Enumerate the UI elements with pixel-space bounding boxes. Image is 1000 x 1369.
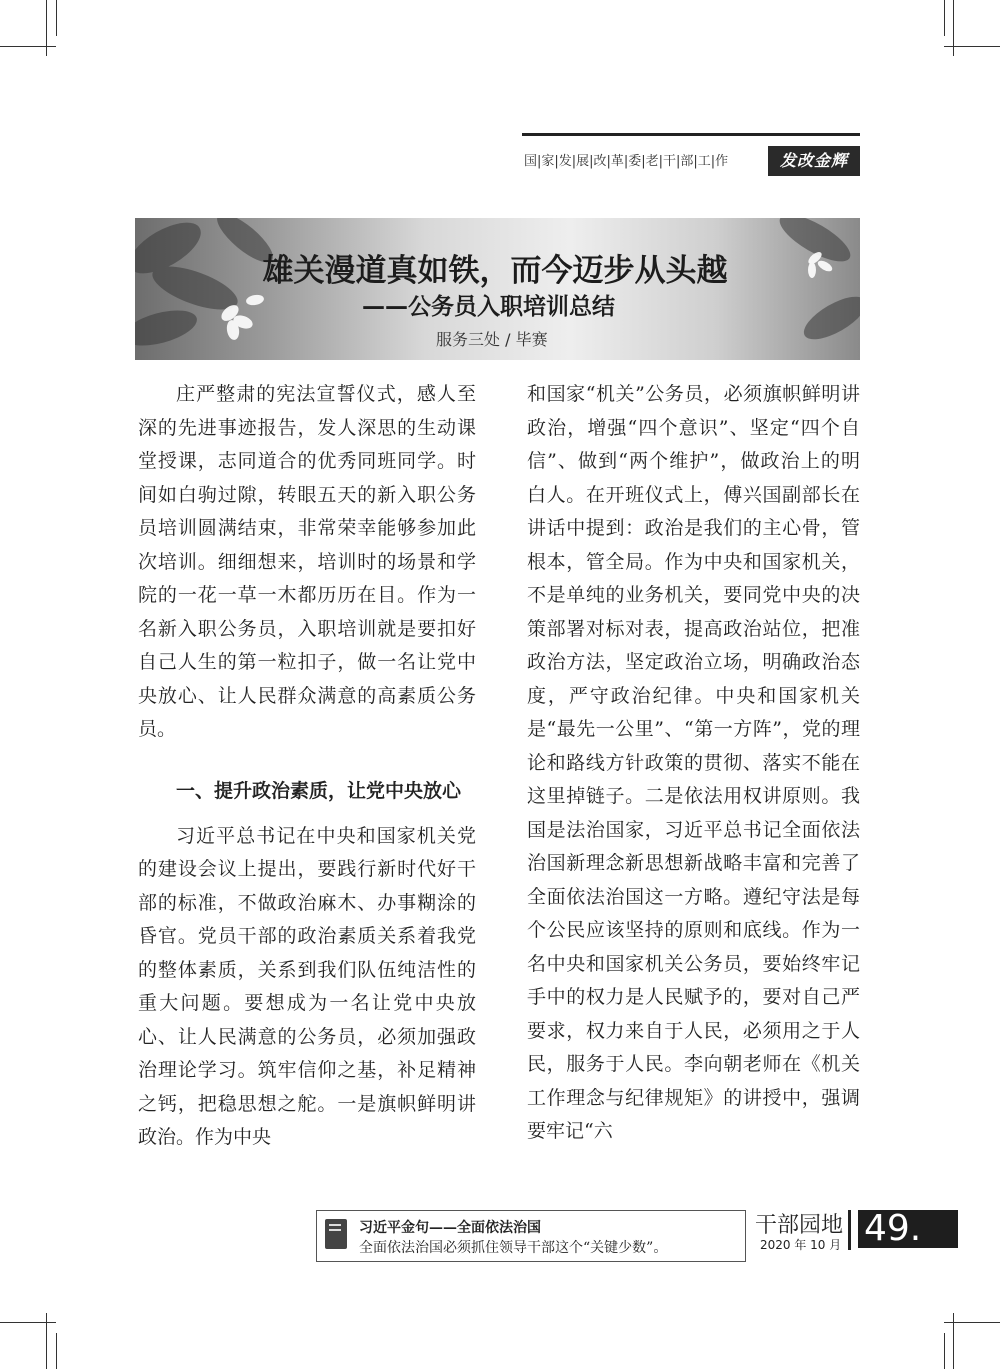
body-column-right (527, 378, 860, 1149)
body-column-left (138, 378, 476, 1155)
crop-mark (944, 0, 945, 36)
footer-divider (848, 1210, 851, 1250)
article-subtitle: ——公务员入职培训总结 (362, 294, 615, 320)
crop-mark (953, 1313, 954, 1369)
crop-mark (56, 0, 57, 36)
book-icon (325, 1219, 347, 1249)
paragraph: 和国家“机关”公务员，必须旗帜鲜明讲政治，增强“四个意识”、坚定“四个自信”、做到“两个维护”，做政治上的明白人。在开班仪式上，傅兴国副部长在讲话中提到：政治是我们的主心骨，管根本，管全局。作为中央和国家机关，不是单纯的业务机关，要同党中央的决策部署对标对表，提高政治站位，把准政治方法，坚定政治立场，明确政治态度，严守政治纪律。中央和国家机关是“最先一公里”、“第一方阵”，党的理论和路线方针政策的贯彻、落实不能在这里掉链子。二是依法用权讲原则。我国是法治国家，习近平总书记全面依法治国新理念新思想新战略丰富和完善了全面依法治国这一方略。遵纪守法是每个公民应该坚持的原则和底线。作为一名中央和国家机关公务员，要始终牢记手中的权力是人民赋予的，要对自己严要求，权力来自于人民，必须用之于人民，服务于人民。李向朝老师在《机关工作理念与纪律规矩》的讲授中，强调要牢记“六 (527, 383, 860, 1142)
quote-title: 习近平金句——全面依法治国 (359, 1220, 541, 1236)
paragraph: 庄严整肃的宪法宣誓仪式，感人至深的先进事迹报告，发人深思的生动课堂授课，志同道合的优秀同班同学。时间如白驹过隙，转眼五天的新入职公务员培训圆满结束，非常荣幸能够参加此次培训。细细想来，培训时的场景和学院的一花一草一木都历历在目。作为一名新入职公务员，入职培训就是要扣好自己人生的第一粒扣子，做一名让党中央放心、让人民群众满意的高素质公务员。 (138, 383, 476, 740)
header-org: 国|家|发|展|改|革|委|老|干|部|工|作 (524, 154, 729, 169)
crop-mark (46, 0, 47, 56)
crop-mark (0, 1322, 56, 1323)
header-badge: 发改金辉 (768, 146, 860, 176)
magazine-title: 干部园地 (755, 1213, 844, 1238)
issue-date: 2020 年 10 月 (760, 1238, 842, 1252)
article-title (0, 245, 1000, 290)
quote-box (316, 1210, 746, 1262)
crop-mark (46, 1313, 47, 1369)
section-heading: 一、提升政治素质，让党中央放心 (176, 779, 462, 802)
crop-mark (944, 1333, 945, 1369)
page-number: 49. (858, 1210, 958, 1248)
article-author: 服务三处 / 毕赛 (436, 330, 548, 349)
quote-text: 全面依法治国必须抓住领导干部这个“关键少数”。 (359, 1240, 668, 1256)
article-title-text: 雄关漫道真如铁，而今迈步从头越 (262, 253, 728, 289)
crop-mark (953, 0, 954, 56)
crop-mark (56, 1333, 57, 1369)
crop-mark (0, 46, 56, 47)
paragraph: 习近平总书记在中央和国家机关党的建设会议上提出，要践行新时代好干部的标准，不做政治麻木、办事糊涂的昏官。党员干部的政治素质关系着我党的整体素质，关系到我们队伍纯洁性的重大问题。要想成为一名让党中央放心、让人民满意的公务员，必须加强政治理论学习。筑牢信仰之基，补足精神之钙，把稳思想之舵。一是旗帜鲜明讲政治。作为中央 (138, 824, 476, 1148)
header-rule (522, 133, 860, 136)
